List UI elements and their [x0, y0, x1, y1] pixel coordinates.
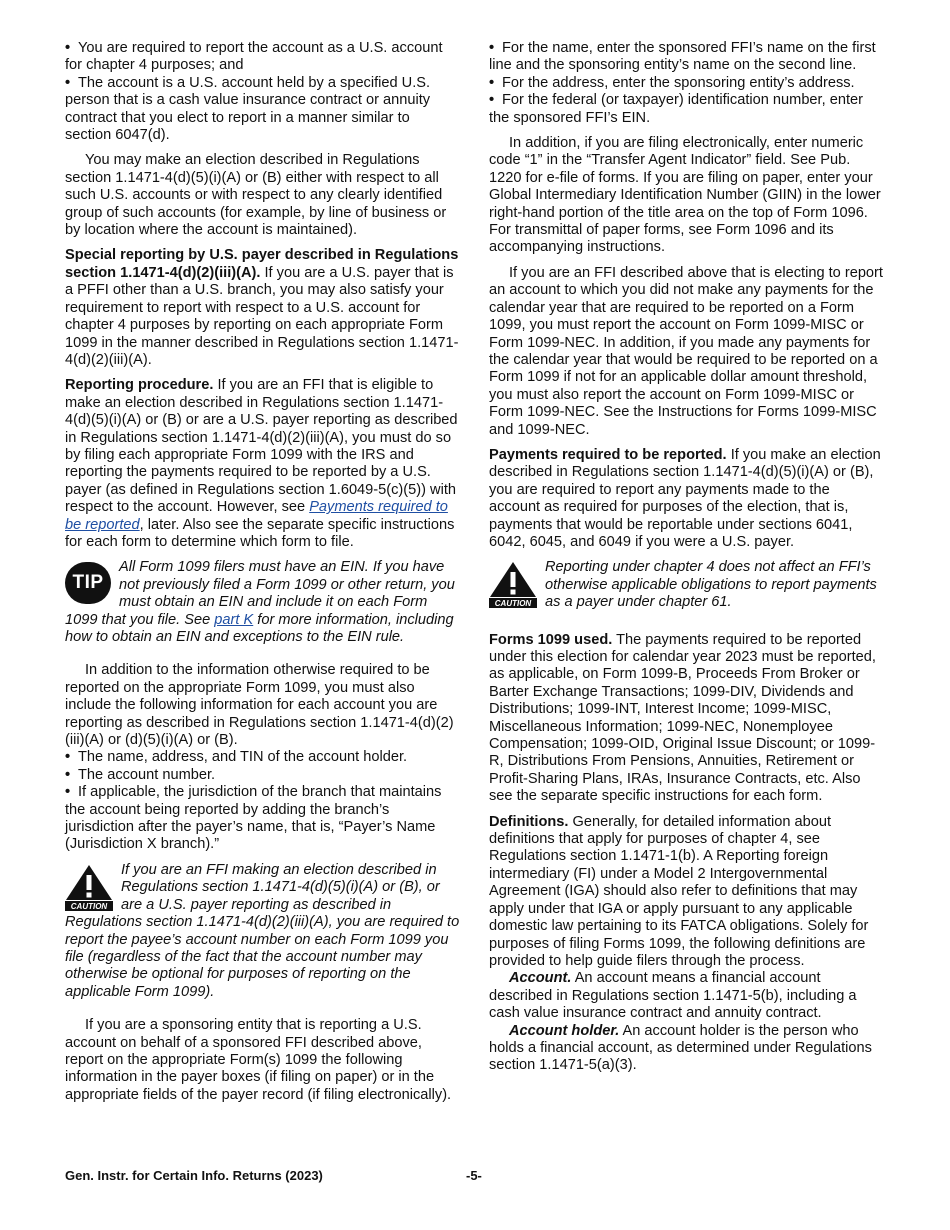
caution-note-chapter4: [489, 559, 884, 611]
heading-payments-required: Payments required to be reported.: [489, 446, 727, 463]
definition-account-holder: [489, 1023, 884, 1075]
bullet-cash-value-contract: • The account is a U.S. account held by a specified U.S. person that is a cash value insurance contract or annuity contract that you elect to report in a manner similar to section 6047(d).: [65, 75, 460, 145]
paragraph-election: You may make an election described in Regulations section 1.1471-4(d)(5)(i)(A) or (B) either with respect to all such U.S. accounts or with respect to any clearly identified group of such accounts (for example, by line of business or by location where the account is maintained).: [65, 152, 447, 239]
section-forms-1099-used: [489, 632, 884, 806]
term-account: Account.: [509, 970, 572, 987]
link-part-k[interactable]: part K: [214, 611, 254, 628]
bullet-report-us-account: • You are required to report the account as a U.S. account for chapter 4 purposes; and: [65, 40, 460, 75]
text-definitions: Generally, for detailed information about definitions that apply for purposes of chapter 4, see Regulations section 1.1471-1(b). A Reporting foreign intermediary (FI) under a Model 2 Intergovernmental Agreement (IGA) should also refer to definitions that may apply under that IGA or apply pursuant to any applicable domestic law pertaining to its FATCA obligations. Solely for purposes of filing Forms 1099, the following definitions are provided to help guide filers through the process.: [489, 813, 869, 969]
left-column: [65, 40, 460, 1112]
link-payments-required[interactable]: Payments required to be reported: [65, 499, 448, 533]
section-special-reporting: [65, 247, 460, 369]
heading-reporting-procedure: Reporting procedure.: [65, 377, 214, 394]
caution-label: CAUTION: [70, 901, 108, 911]
caution-icon: [65, 864, 113, 911]
text-payments-required: If you make an election described in Regulations section 1.1471-4(d)(5)(i)(A) or (B), you are required to report any payments made to the account as required for purposes of the election, that is, payments that would be reportable under sections 6041, 6042, 6045, and 6049 if you were a U.S. payer.: [489, 446, 881, 550]
text-reporting-procedure-end: , later. Also see the separate specific instructions for each form to determine which form to file.: [65, 516, 455, 550]
tip-note: [65, 559, 460, 646]
bullet-address-entry: • For the address, enter the sponsoring entity’s address.: [489, 75, 884, 92]
paragraph-filing-electronically: In addition, if you are filing electronically, enter numeric code “1” in the “Transfer Agent Indicator” field. See Pub. 1220 for e-file of forms. If you are filing on paper, enter your Global Intermediary Identification Number (GIIN) in the lower right-hand portion of the title area on the top of Form 1096. For transmittal of paper forms, see Form 1096 and its accompanying instructions.: [489, 135, 881, 256]
bullet-name-address-tin: • The name, address, and TIN of the account holder.: [65, 749, 460, 766]
caution-text: If you are an FFI making an election described in Regulations section 1.1471-4(d)(5)(i)(A) or (B), or are a U.S. payer reporting as described in Regulations section 1.1471-4(d)(2)(iii)(A), you are required to report the payee’s account number on each Form 1099 you file (regardless of the fact that the account number may otherwise be optional for purposes of reporting on the applicable Form 1099).: [65, 861, 460, 1000]
right-column: [489, 40, 884, 1075]
caution-icon: [489, 561, 537, 608]
paragraph-additional-info: In addition to the information otherwise required to be reported on the appropriate Form 1099, you must also include the following information for each account you are reporting as described in Regulations section 1.1471-4(d)(2)(iii)(A) or (d)(5)(i)(A) or (B).: [65, 662, 454, 749]
page-number: -5-: [466, 1168, 482, 1183]
text-reporting-procedure: If you are an FFI that is eligible to make an election described in Regulations section 1.1471-4(d)(5)(i)(A) or (B) or are a U.S. payer reporting as described in Regulations section 1.1471-4(d)(2)(iii)(A), you must do so by filing each appropriate Form 1099 with the IRS and reporting the payments required to be reported by a U.S. payer (as defined in Regulations section 1.6049-5(c)(5)) with respect to the account. However, see: [65, 377, 458, 516]
caution-label: CAUTION: [494, 599, 532, 609]
bullet-jurisdiction: • If applicable, the jurisdiction of the branch that maintains the account being reported by adding the branch’s jurisdiction after the payer’s name, that is, “Payer’s Name (Jurisdiction X branch).”: [65, 784, 460, 854]
paragraph-ffi-no-payments: If you are an FFI described above that is electing to report an account to which you did not make any payments for the calendar year that are required to be reported on a Form 1099, you must report the account on Form 1099-MISC or Form 1099-NEC. In addition, if you made any payments for the calendar year that would be required to be reported on a Form 1099 if not for an applicable dollar amount threshold, you must also report the account on Form 1099-MISC or Form 1099-NEC. See the Instructions for Forms 1099-MISC and 1099-NEC.: [489, 264, 883, 438]
text-account-holder: An account holder is the person who holds a financial account, as determined under Regulations section 1.1471-5(a)(3).: [489, 1022, 872, 1074]
bullet-ein-entry: • For the federal (or taxpayer) identification number, enter the sponsored FFI’s EIN.: [489, 92, 884, 127]
bullet-name-entry: • For the name, enter the sponsored FFI’s name on the first line and the sponsoring entity’s name on the second line.: [489, 40, 884, 75]
definition-account: [489, 970, 884, 1022]
section-reporting-procedure: [65, 377, 460, 551]
heading-definitions: Definitions.: [489, 813, 569, 830]
caution-note: [65, 862, 460, 1001]
section-definitions: [489, 814, 884, 971]
heading-special-reporting: Special reporting by U.S. payer described in Regulations section 1.1471-4(d)(2)(iii)(A).: [65, 247, 459, 281]
section-payments-required: [489, 447, 884, 551]
term-account-holder: Account holder.: [509, 1022, 620, 1039]
heading-forms-1099-used: Forms 1099 used.: [489, 631, 613, 648]
footer-title: Gen. Instr. for Certain Info. Returns (2023): [65, 1168, 323, 1183]
tip-icon: TIP: [65, 562, 111, 604]
tip-text: All Form 1099 filers must have an EIN. If you have not previously filed a Form 1099 or other return, you must obtain an EIN and include it on each Form 1099 that you file. See: [65, 559, 455, 628]
text-special-reporting: If you are a U.S. payer that is a PFFI other than a U.S. branch, you may also satisfy your requirement to report with respect to a U.S. account for chapter 4 purposes by reporting on each appropriate Form 1099 in the manner described in Regulations section 1.1471-4(d)(2)(iii)(A).: [65, 264, 459, 368]
bullet-account-number: • The account number.: [65, 767, 460, 784]
text-account: An account means a financial account described in Regulations section 1.1471-5(b), including a cash value insurance contract and annuity contract.: [489, 970, 857, 1022]
paragraph-sponsoring-entity: If you are a sponsoring entity that is reporting a U.S. account on behalf of a sponsored FFI described above, report on the appropriate Form(s) 1099 the following information in the payer boxes (if filing on paper) or in the appropriate fields of the payer record (if filing electronically).: [65, 1017, 452, 1103]
tip-text-end: for more information, including how to obtain an EIN and exceptions to the EIN rule.: [65, 611, 454, 645]
text-forms-1099-used: The payments required to be reported under this election for calendar year 2023 must be reported, as applicable, on Form 1099-B, Proceeds From Broker or Barter Exchange Transactions; 1099-DIV, Dividends and Distributions; 1099-INT, Interest Income; 1099-MISC, Miscellaneous Information; 1099-NEC, Nonemployee Compensation; 1099-OID, Original Issue Discount; or 1099-R, Distributions From Pensions, Annuities, Retirement or Profit-Sharing Plans, IRAs, Insurance Contracts, etc. Also see the separate specific instructions for each form.: [489, 631, 876, 805]
caution-text: Reporting under chapter 4 does not affect an FFI’s otherwise applicable obligations to report payments as a payer under chapter 61.: [545, 559, 877, 611]
